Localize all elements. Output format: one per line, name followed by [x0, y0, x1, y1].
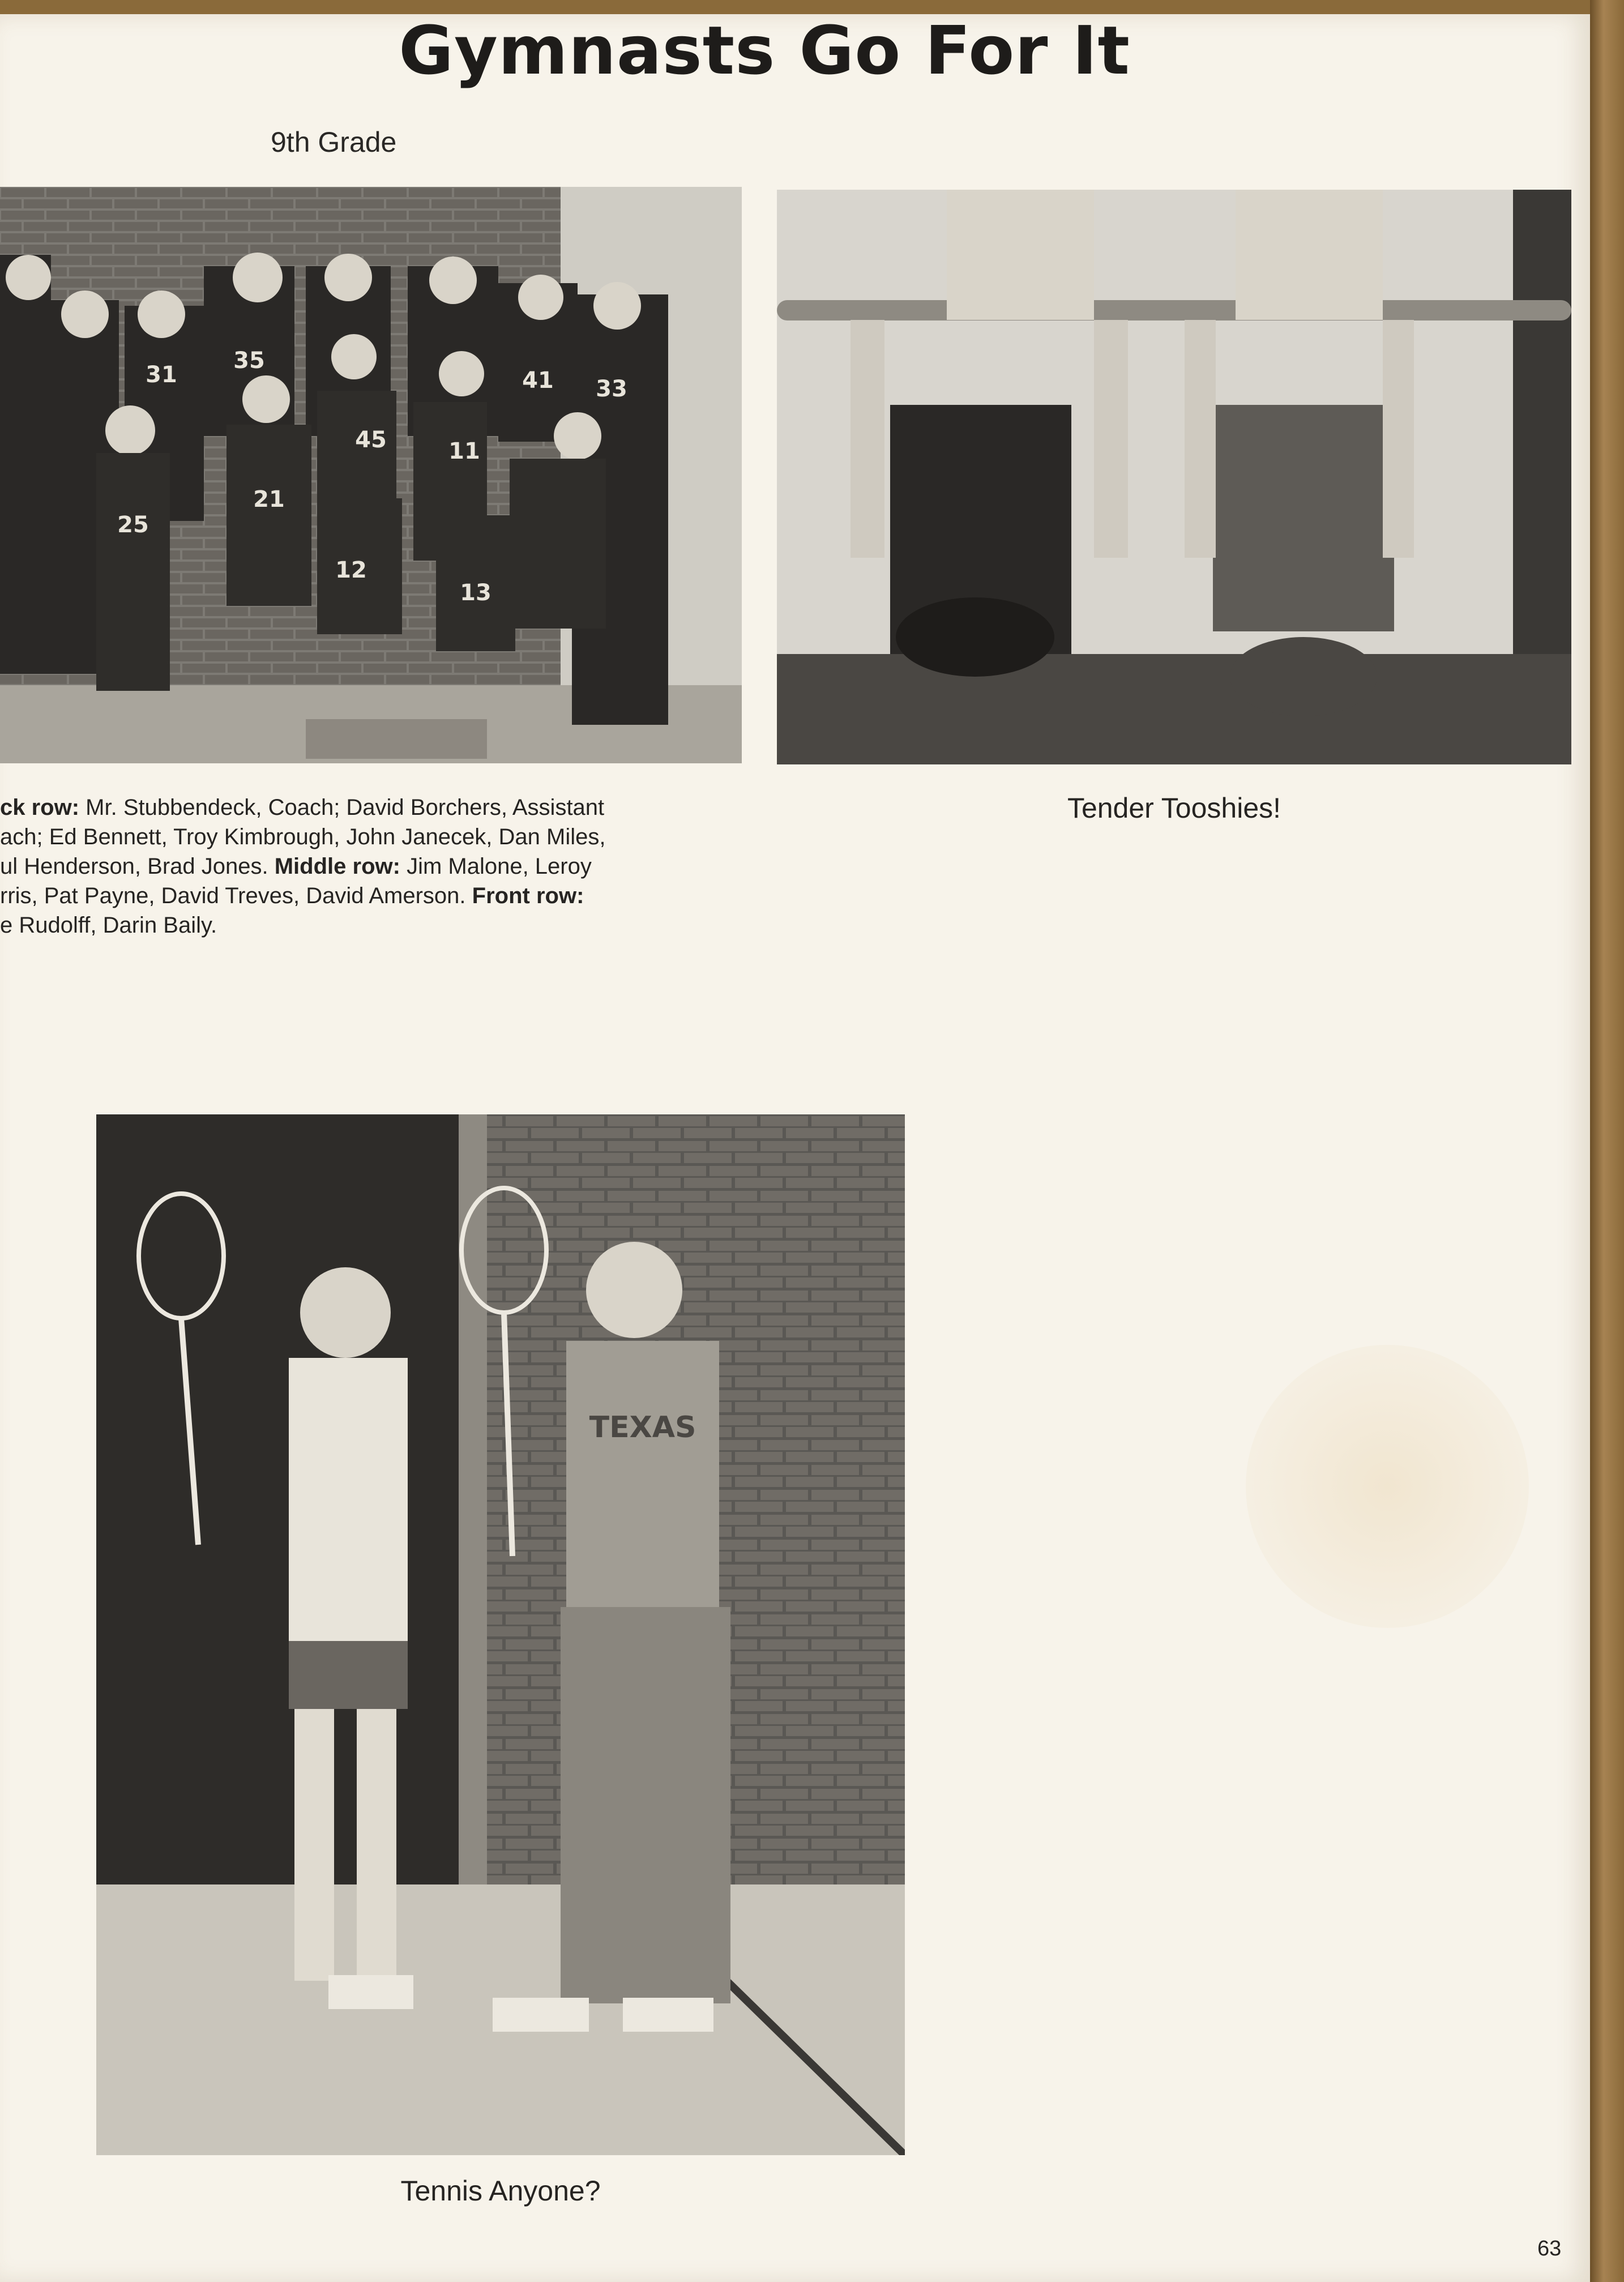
page-title: Gymnasts Go For It	[399, 11, 1130, 89]
jersey-number: 35	[233, 348, 265, 374]
tennis-photo-image	[96, 1114, 905, 2155]
caption-line-5: e Rudolff, Darin Baily.	[0, 913, 217, 938]
page-number: 63	[1537, 2237, 1562, 2260]
jersey-number: 31	[146, 362, 177, 388]
paper-stain	[1246, 1345, 1529, 1628]
section-label: 9th Grade	[271, 126, 397, 158]
jersey-number: 21	[253, 486, 285, 512]
tennis-photo	[96, 1114, 905, 2155]
jersey-number: 45	[355, 427, 387, 453]
shirt-text: TEXAS	[589, 1411, 696, 1445]
tennis-photo-caption: Tennis Anyone?	[400, 2175, 601, 2207]
caption-line-2: ach; Ed Bennett, Troy Kimbrough, John Janecek, Dan Miles,	[0, 824, 606, 849]
team-photo-image	[0, 187, 742, 763]
bar-photo-caption: Tender Tooshies!	[1067, 792, 1281, 824]
team-photo-caption	[0, 793, 736, 940]
jersey-number: 12	[335, 557, 367, 583]
team-photo	[0, 187, 742, 763]
jersey-number: 13	[460, 580, 492, 606]
page-binding-edge	[1590, 0, 1624, 2282]
caption-line-3: ul Henderson, Brad Jones. Middle row: Jim Malone, Leroy	[0, 854, 592, 879]
bar-photo-image	[777, 190, 1571, 764]
caption-line-4: rris, Pat Payne, David Treves, David Amerson. Front row:	[0, 883, 584, 908]
jersey-number: 11	[448, 438, 480, 464]
bar-photo	[777, 190, 1571, 764]
caption-line-1: ck row: Mr. Stubbendeck, Coach; David Borchers, Assistant	[0, 795, 605, 820]
jersey-number: 25	[117, 512, 149, 538]
jersey-number: 41	[522, 367, 554, 394]
jersey-number: 33	[596, 376, 627, 402]
